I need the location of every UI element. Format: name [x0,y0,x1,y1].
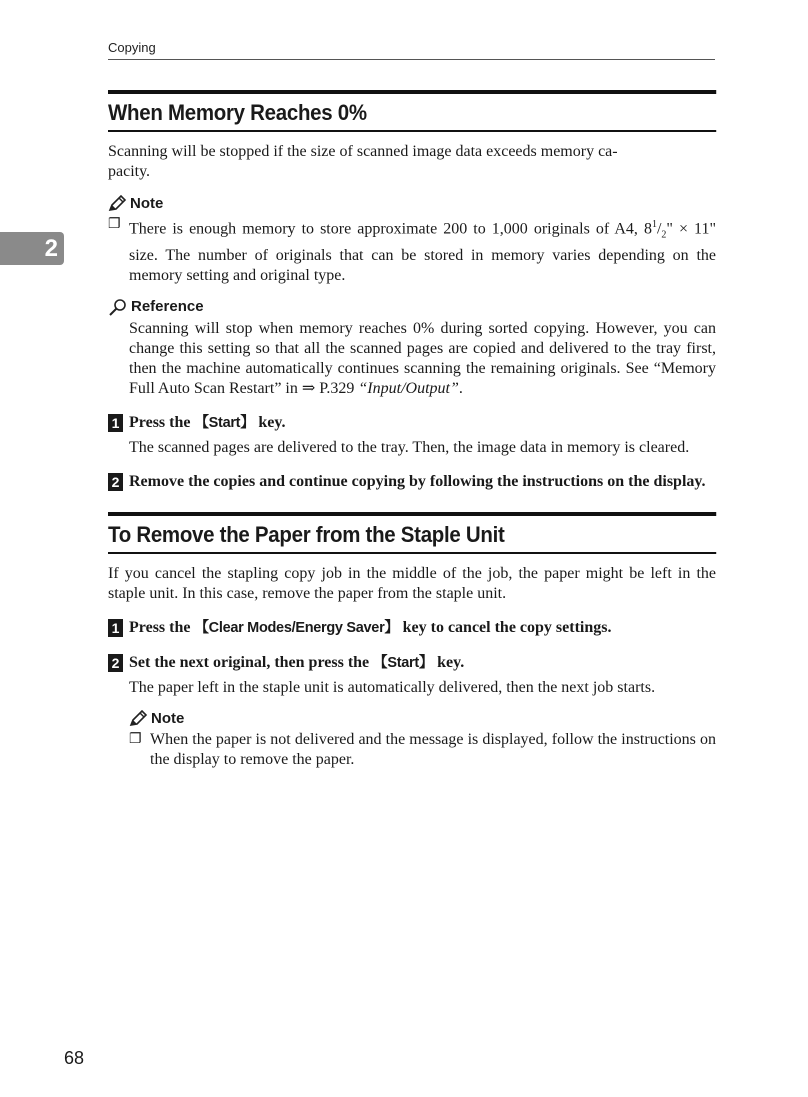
note-label: Note [151,709,185,727]
note-bullet [129,730,716,770]
step-number: 2 [108,654,123,672]
pencil-icon [129,710,148,727]
magnifier-icon [108,298,128,316]
step-1 [108,413,716,433]
fraction-denominator: 2 [661,229,667,241]
start-key: 【Start】 [373,654,434,671]
intro-line-2: pacity. [108,163,151,180]
intro-paragraph [108,142,716,182]
chapter-tab: 2 [0,232,64,265]
section-heading-staple: To Remove the Paper from the Staple Unit [108,512,716,554]
intro-line-1: Scanning will be stopped if the size of scanned image data exceeds memory ca- [108,143,618,160]
note-label: Note [130,195,164,212]
note-text: When the paper is not delivered and the message is displayed, follow the instructions on the display to remove the paper. [150,730,716,768]
section-heading-memory: When Memory Reaches 0% [108,90,716,132]
step-1-description: The scanned pages are delivered to the tray. Then, the image data in memory is cleared. [129,438,690,456]
step-2-note [108,710,716,770]
step-2 [108,472,716,492]
step-suffix: key to cancel the copy settings. [402,618,612,636]
reference-text: Scanning will stop when memory reaches 0% during sorted copying. However, you can change this setting so that all the scanned pages are copied and delivered to the tray first, then the machine automatically continues scanning the remaining originals. See “Memory Full Auto Scan Restart” in ⇒ P.329 [129,319,716,397]
checkbox-bullet-icon: ❐ [108,217,121,232]
start-key: 【Start】 [194,414,255,431]
fraction-whole: 8 [643,220,652,238]
reference-paragraph [108,319,716,399]
page-number: 68 [64,1048,85,1068]
running-head: Copying [108,40,715,60]
note-line-2: " × 11" size. The number of originals that can be stored in memory varies [129,220,716,264]
note-heading [108,195,716,212]
reference-end: . [458,379,463,397]
fraction-slash: / [656,220,662,238]
step-prefix: Set the next original, then press the [129,653,370,671]
step-suffix: key. [258,413,286,431]
reference-link-title[interactable]: “Input/Output” [358,379,459,397]
step-number: 1 [108,414,123,432]
note-line-3: depending on the memory setting and original type. [129,246,716,284]
note-text [129,215,716,286]
clear-modes-key: 【Clear Modes/Energy Saver】 [194,619,399,636]
note-bullet [108,215,716,286]
step-title [129,413,716,433]
note-heading [129,710,716,727]
note-line-1: There is enough memory to store approximate 200 to 1,000 originals of A4, [129,220,638,238]
step-prefix: Press the [129,618,191,636]
step-1 [108,618,716,638]
checkbox-bullet-icon: ❐ [129,731,142,747]
pencil-icon [108,195,127,212]
step-number: 2 [108,473,123,491]
step-suffix: key. [437,653,465,671]
step-title [129,653,716,673]
reference-heading [108,298,716,316]
reference-label: Reference [131,298,204,316]
step-2 [108,653,716,673]
step-2-description: The paper left in the staple unit is automatically delivered, then the next job starts. [129,678,656,696]
staple-intro-paragraph: If you cancel the stapling copy job in the middle of the job, the paper might be left in the staple unit. In this case, remove the paper from the staple unit. [108,564,716,602]
fraction-numerator: 1 [651,219,657,230]
step-title: Remove the copies and continue copying by following the instructions on the display. [129,472,706,490]
step-number: 1 [108,619,123,637]
step-title [129,618,716,638]
step-prefix: Press the [129,413,191,431]
page-content [108,90,716,770]
